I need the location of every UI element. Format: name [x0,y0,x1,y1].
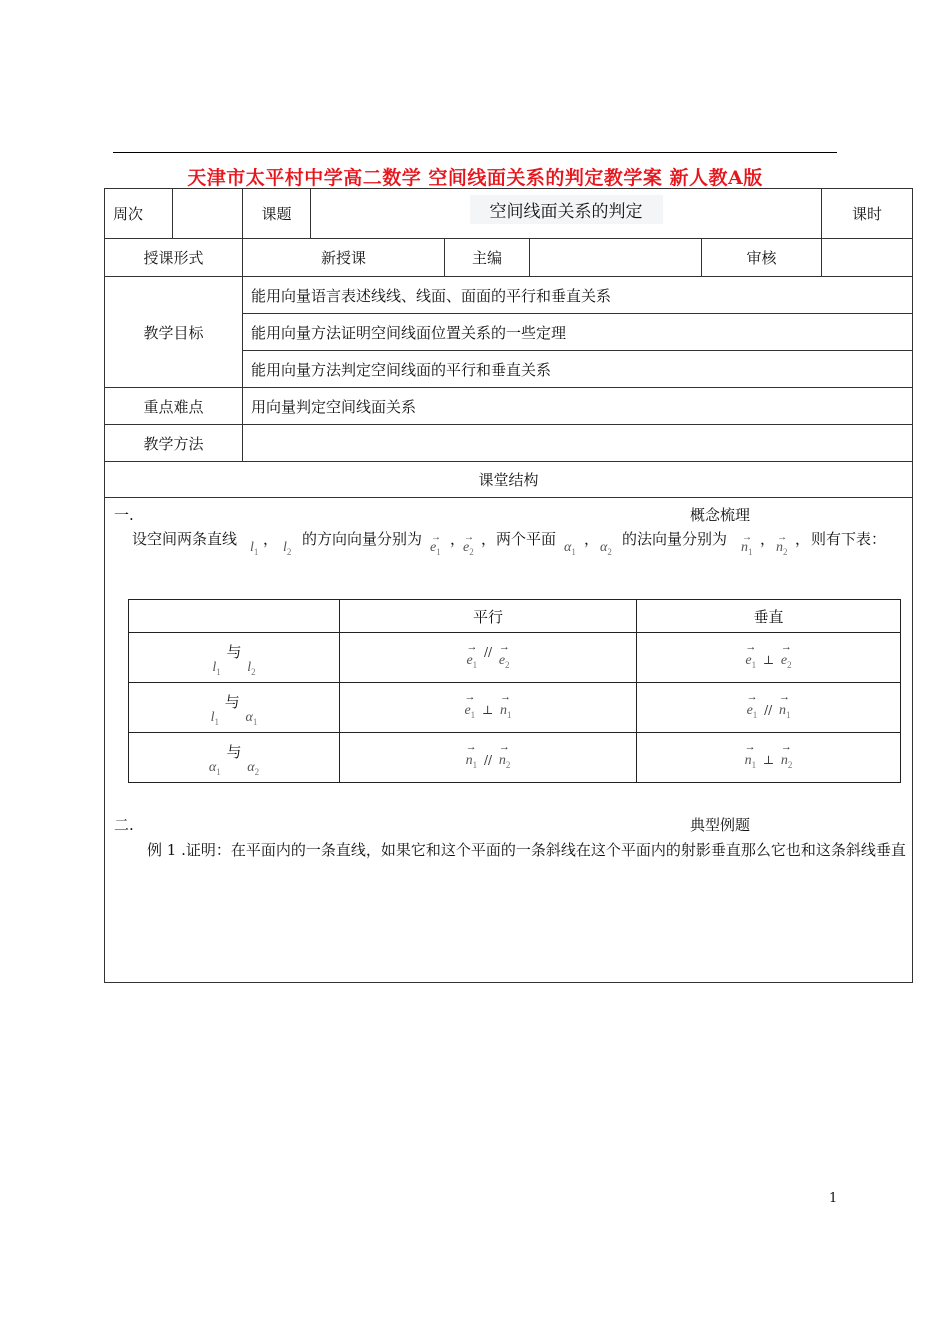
editor-label: 主编 [445,239,530,277]
plane-alpha1: $\alpha_1$ [564,540,576,557]
intro-text: 的方向向量分别为 [302,530,423,548]
row-label-plane-plane: $\alpha_1$ 与 $\alpha_2$ [129,733,340,783]
vector-e2: → $e_2$ [463,532,474,557]
cell-line-line-parallel: → $e_1$ $^{//} \to e_2$ [340,633,637,683]
hours-label: 课时 [822,189,913,239]
vector-n1: → $n_1$ [741,532,753,557]
row-label-line-plane: $l_1$ 与 $\alpha_1$ [129,683,340,733]
relation-header-perpendicular: 垂直 [637,600,901,633]
structure-body [105,498,913,983]
example-1 [147,838,907,863]
header-rule [113,152,837,153]
reviewer-value [822,239,913,277]
example-label: 例 1 . [147,841,186,859]
cell-plane-plane-parallel: → $n_1$ // → $n_2$ [340,733,637,783]
relation-header-parallel: 平行 [340,600,637,633]
method-value [243,425,913,462]
intro-text: 两个平面 [496,530,557,548]
document-title: 天津市太平村中学高二数学 空间线面关系的判定教学案 新人教A版 [187,167,763,189]
comma: ， [481,530,497,548]
example-text: 证明：在平面内的一条直线，如果它和这个平面的一条斜线在这个平面内的射影垂直那么它也和这条斜线垂直 [185,841,906,859]
topic-value-cell [311,189,822,239]
cell-line-plane-perpendicular: → $e_1$ // → $n_1$ [637,683,901,733]
reviewer-label: 审核 [702,239,822,277]
form-label: 授课形式 [105,239,243,277]
method-label: 教学方法 [105,425,243,462]
intro-text: 的法向量分别为 [622,530,728,548]
section2-number: 二. [114,816,134,834]
section2-title: 典型例题 [690,816,751,834]
line-l2: $l_2$ [283,540,292,557]
cell-line-line-perpendicular: → $e_1$ ⊥ → $e_2$ [637,633,901,683]
lesson-plan-table [104,188,913,983]
goals-label: 教学目标 [105,277,243,388]
comma: ， [760,530,776,548]
relation-table [128,599,901,783]
section1-number: 一. [114,506,134,524]
editor-value [530,239,702,277]
week-label: 周次 [105,189,173,239]
topic-label: 课题 [243,189,311,239]
keypoints-value: 用向量判定空间线面关系 [243,388,913,425]
comma: ， [450,530,466,548]
relation-header-empty [129,600,340,633]
goal-item: 能用向量语言表述线线、线面、面面的平行和垂直关系 [243,277,913,314]
form-value: 新授课 [243,239,445,277]
cell-plane-plane-perpendicular: → $n_1$ ⊥ → $n_2$ [637,733,901,783]
plane-alpha2: $\alpha_2$ [600,540,612,557]
intro-text: 则有下表： [811,530,887,548]
vector-e1: → $e_1$ [430,532,441,557]
keypoints-label: 重点难点 [105,388,243,425]
line-l1: $l_1$ [250,540,259,557]
page-number: 1 [829,1191,838,1206]
row-label-line-line: $l_1$ 与 $l_2$ [129,633,340,683]
goal-item: 能用向量方法证明空间线面位置关系的一些定理 [243,314,913,351]
intro-sentence [132,528,902,568]
goal-item: 能用向量方法判定空间线面的平行和垂直关系 [243,351,913,388]
intro-text: 设空间两条直线 [132,530,238,548]
comma: ， [263,530,279,548]
comma: ， [584,530,600,548]
vector-n2: → $n_2$ [776,532,788,557]
section1-title: 概念梳理 [690,506,751,524]
structure-title: 课堂结构 [105,462,913,498]
week-value [173,189,243,239]
comma: ， [795,530,811,548]
topic-value: 空间线面关系的判定 [470,195,663,224]
cell-line-plane-parallel: → $e_1$ ⊥ → $n_1$ [340,683,637,733]
